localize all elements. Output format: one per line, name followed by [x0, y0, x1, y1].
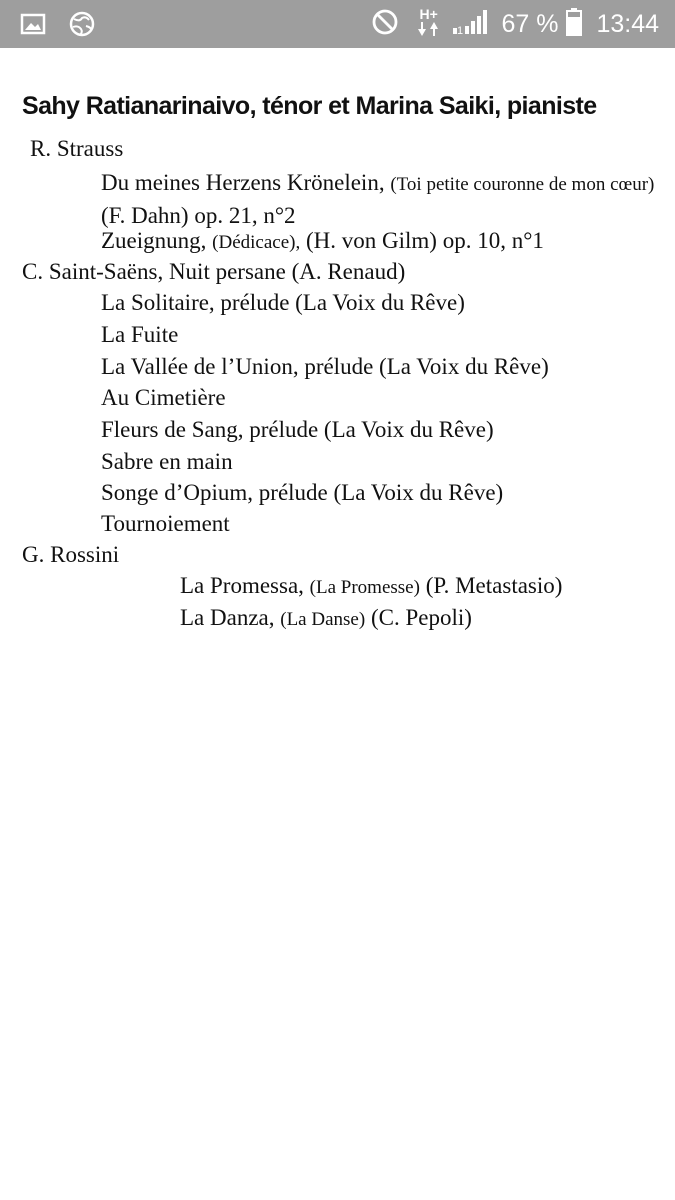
work-translation: (Toi petite couronne de mon cœur)	[390, 174, 655, 195]
composer-heading: C. Saint-Saëns, Nuit persane (A. Renaud)	[22, 259, 406, 284]
work-title: La Promessa,	[180, 573, 304, 598]
composer-heading: R. Strauss	[30, 136, 124, 161]
work-item: Fleurs de Sang, prélude (La Voix du Rêve)	[101, 417, 494, 442]
work-item: La Solitaire, prélude (La Voix du Rêve)	[101, 290, 465, 315]
composer-heading: G. Rossini	[22, 542, 120, 567]
data-arrows-icon	[417, 8, 449, 40]
work-item	[180, 605, 472, 631]
work-details: (F. Dahn) op. 21, n°2	[101, 203, 296, 228]
clock: 13:44	[596, 9, 659, 38]
work-item: Tournoiement	[101, 511, 230, 536]
work-item: La Fuite	[101, 322, 179, 347]
signal-bars-icon	[453, 8, 487, 41]
battery-percent: 67 %	[501, 9, 559, 38]
work-item: Sabre en main	[101, 449, 233, 474]
network-type-label: H+	[419, 6, 438, 22]
work-details: (H. von Gilm) op. 10, n°1	[305, 228, 544, 253]
work-title: Zueignung,	[101, 228, 207, 253]
status-bar	[0, 0, 675, 48]
work-item: Au Cimetière	[101, 385, 226, 410]
do-not-disturb-icon	[371, 8, 399, 41]
work-translation: (La Promesse)	[309, 577, 420, 598]
battery-icon	[566, 8, 582, 41]
work-item: La Vallée de l’Union, prélude (La Voix du Rêve)	[101, 354, 549, 379]
work-item	[22, 167, 662, 231]
work-title: La Danza,	[180, 605, 275, 630]
work-item: Songe d’Opium, prélude (La Voix du Rêve)	[101, 480, 504, 505]
work-item	[101, 228, 544, 254]
work-title: Du meines Herzens Krönelein,	[101, 170, 385, 195]
svg-text:1: 1	[457, 24, 464, 36]
work-details: (P. Metastasio)	[425, 573, 563, 598]
work-translation: (Dédicace),	[212, 232, 301, 253]
work-translation: (La Danse)	[280, 609, 366, 630]
gallery-icon	[20, 12, 46, 41]
page-title: Sahy Ratianarinaivo, ténor et Marina Saiki, pianiste	[22, 92, 597, 120]
work-item	[180, 573, 562, 599]
vpn-globe-icon	[68, 10, 96, 43]
work-details: (C. Pepoli)	[370, 605, 472, 630]
